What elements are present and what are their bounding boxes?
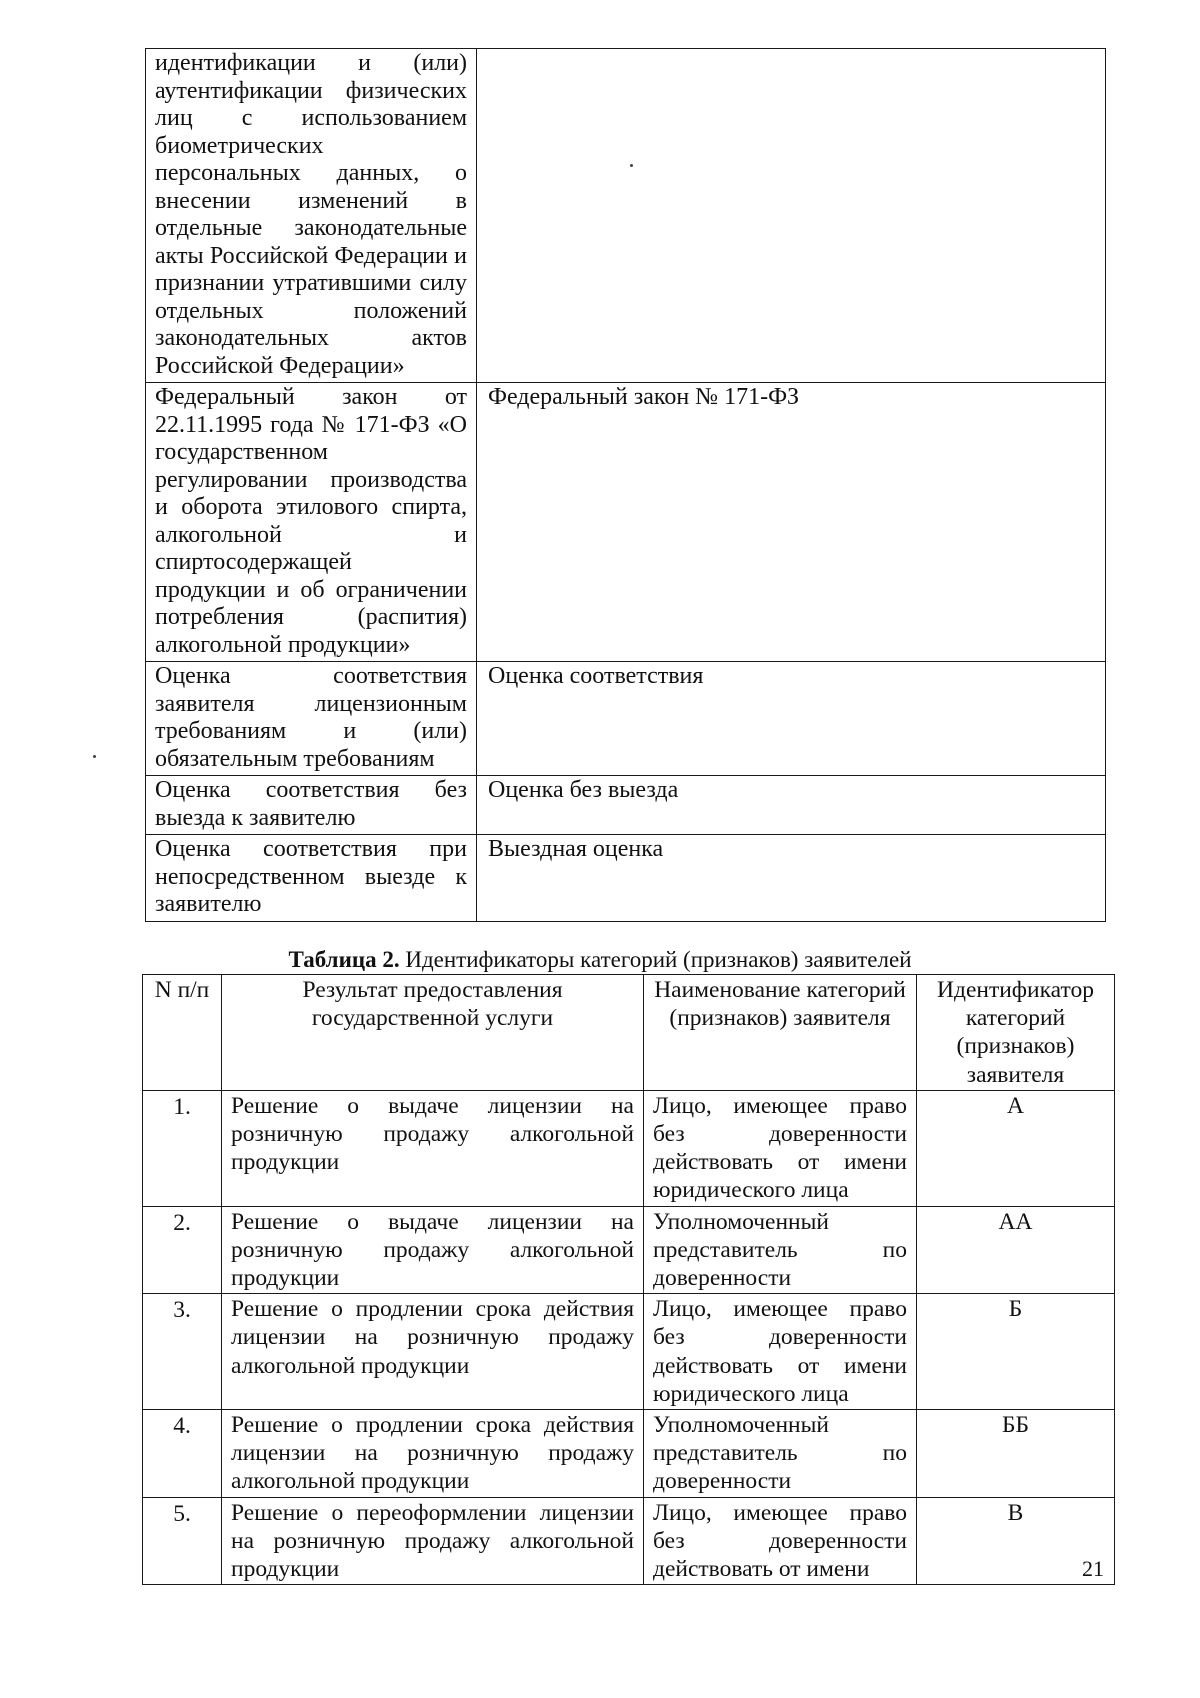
row-identifier: В — [917, 1497, 1115, 1585]
table-row — [143, 1090, 1115, 1206]
row-num: 1. — [143, 1090, 222, 1206]
table-row — [143, 1294, 1115, 1410]
row-num: 5. — [143, 1497, 222, 1585]
row-category: Лицо, имеющее право без доверенности действовать от имени — [644, 1497, 917, 1585]
scan-speck — [630, 164, 633, 167]
term-full-name: идентификации и (или) аутентификации физических лиц с использованием биометрических персональных данных, о внесении изменений в отдельные законодательные акты Российской Федерации и признании утратившими силу отдельных положений законодательных актов Российской Федерации» — [146, 49, 477, 383]
row-result: Решение о выдаче лицензии на розничную продажу алкогольной продукции — [222, 1090, 644, 1206]
table-row — [143, 1206, 1115, 1294]
table-header-row — [143, 975, 1115, 1091]
scan-speck — [93, 755, 96, 758]
row-category: Лицо, имеющее право без доверенности действовать от имени юридического лица — [644, 1294, 917, 1410]
row-result: Решение о выдаче лицензии на розничную продажу алкогольной продукции — [222, 1206, 644, 1294]
terms-row — [146, 776, 1106, 835]
row-identifier: Б — [917, 1294, 1115, 1410]
terms-row — [146, 49, 1106, 383]
terms-row — [146, 383, 1106, 662]
term-short-name — [477, 49, 1106, 383]
row-category: Уполномоченный представитель по доверенности — [644, 1410, 917, 1498]
header-category: Наименование категорий (признаков) заявителя — [644, 975, 917, 1091]
term-short-name: Оценка без выезда — [477, 776, 1106, 835]
table2-caption-text: Идентификаторы категорий (признаков) заявителей — [405, 947, 912, 972]
row-category: Лицо, имеющее право без доверенности действовать от имени юридического лица — [644, 1090, 917, 1206]
term-short-name: Выездная оценка — [477, 835, 1106, 922]
term-short-name: Оценка соответствия — [477, 662, 1106, 776]
row-num: 2. — [143, 1206, 222, 1294]
row-identifier: АА — [917, 1206, 1115, 1294]
terms-row — [146, 662, 1106, 776]
table2-caption-label: Таблица 2. — [288, 947, 400, 972]
header-identifier: Идентификатор категорий (признаков) заявителя — [917, 975, 1115, 1091]
term-full-name: Оценка соответствия без выезда к заявителю — [146, 776, 477, 835]
row-num: 3. — [143, 1294, 222, 1410]
table-row — [143, 1497, 1115, 1585]
page-number: 21 — [1082, 1556, 1104, 1581]
term-full-name: Оценка соответствия заявителя лицензионным требованиям и (или) обязательным требованиям — [146, 662, 477, 776]
term-full-name: Федеральный закон от 22.11.1995 года № 171-ФЗ «О государственном регулировании производства и оборота этилового спирта, алкогольной и спиртосодержащей продукции и об ограничении потребления (распития) алкогольной продукции» — [146, 383, 477, 662]
table-row — [143, 1410, 1115, 1498]
terms-row — [146, 835, 1106, 922]
terms-table — [145, 48, 1106, 922]
row-category: Уполномоченный представитель по доверенности — [644, 1206, 917, 1294]
row-identifier: ББ — [917, 1410, 1115, 1498]
row-result: Решение о переоформлении лицензии на розничную продажу алкогольной продукции — [222, 1497, 644, 1585]
header-result: Результат предоставления государственной услуги — [222, 975, 644, 1091]
row-result: Решение о продлении срока действия лицензии на розничную продажу алкогольной продукции — [222, 1410, 644, 1498]
table2-caption — [0, 946, 1200, 974]
row-num: 4. — [143, 1410, 222, 1498]
term-full-name: Оценка соответствия при непосредственном выезде к заявителю — [146, 835, 477, 922]
applicant-categories-table — [142, 974, 1115, 1585]
row-result: Решение о продлении срока действия лицензии на розничную продажу алкогольной продукции — [222, 1294, 644, 1410]
term-short-name: Федеральный закон № 171-ФЗ — [477, 383, 1106, 662]
header-num: N п/п — [143, 975, 222, 1091]
row-identifier: А — [917, 1090, 1115, 1206]
